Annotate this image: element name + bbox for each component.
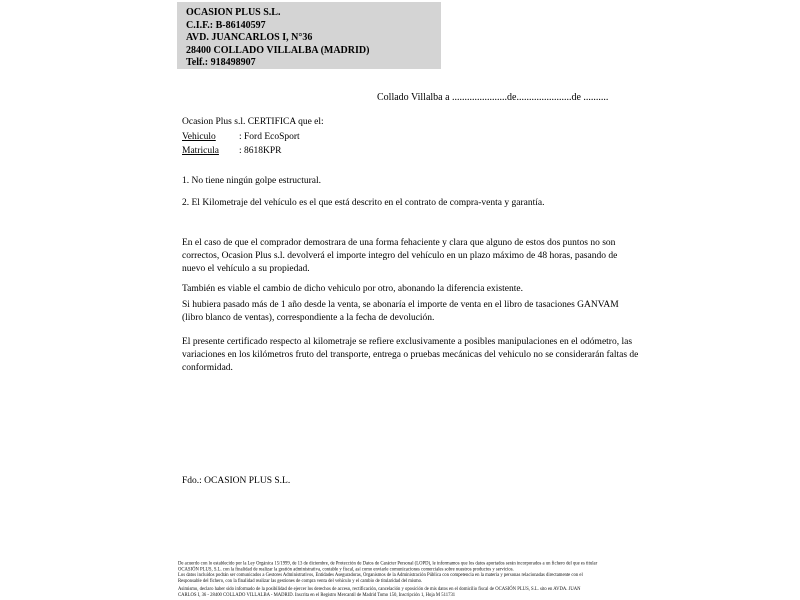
vehicle-value: : Ford EcoSport (239, 131, 300, 142)
certification-block (182, 115, 324, 159)
legal-line-2: OCASIÓN PLUS, S.L. con la finalidad de realizar la gestión administrativa, contable y fiscal, así como enviarle comunicaciones comerciales sobre nuestros productos y servicios. (178, 566, 514, 572)
company-city: 28400 COLLADO VILLALBA (MADRID) (186, 44, 370, 56)
company-name: OCASION PLUS S.L. (186, 7, 281, 18)
paragraph-refund-terms: En el caso de que el comprador demostrara de una forma fehaciente y clara que alguno de estos dos puntos no son correctos, Ocasion Plus s.l. devolverá el importe integro del vehículo en un plazo máximo de 48 horas, pasando de nuevo el vehículo a su propiedad. (182, 238, 618, 274)
plate-row (182, 144, 324, 159)
certify-intro: Ocasion Plus s.l. CERTIFICA que el: (182, 117, 324, 127)
plate-value: : 8618KPR (239, 146, 282, 156)
point-2: 2. El Kilometraje del vehículo es el que está descrito en el contrato de compra-venta y garantía. (182, 198, 545, 208)
company-header-box (177, 2, 441, 69)
certification-points (182, 175, 544, 210)
company-cif: C.I.F.: B-86140597 (186, 19, 266, 31)
date-line: Collado Villalba a ......................de......................de .......... (377, 92, 609, 103)
legal-fine-print (178, 561, 618, 600)
legal-line-4: Responsable del fichero, con la finalidad realizar las gestiones de compra venta del vehículo y el cambio de titularidad del mismo. (178, 578, 423, 584)
legal-line-5: Asimismo, declaro haber sido informado de la posibilidad de ejercer los derechos de acceso, rectificación, cancelación y oposición de mis datos en el domicilio fiscal de OCASIÓN PLUS, S.L. sito en AVDA. JUAN (178, 586, 581, 592)
vehicle-label: Vehiculo (182, 131, 216, 142)
legal-line-6: CARLOS I, 36 - 28400 COLLADO VILLALBA - MADRID. Inscrita en el Registro Mercantil de Madrid Tomo 150, Inscripción 1, Hoja M 511731 (178, 592, 456, 598)
signature-line: Fdo.: OCASION PLUS S.L. (182, 476, 291, 486)
paragraph-ganvam-valuation: Si hubiera pasado más de 1 año desde la venta, se abonaría el importe de venta en el libro de tasaciones GANVAM (libro blanco de ventas), correspondiente a la fecha de devolución. (182, 300, 619, 323)
company-address: AVD. JUANCARLOS I, N°36 (186, 32, 313, 44)
vehicle-row (182, 130, 324, 145)
company-phone: Telf.: 918498907 (186, 57, 256, 69)
point-1: 1. No tiene ningún golpe estructural. (182, 176, 322, 186)
paragraph-odometer-disclaimer: El presente certificado respecto al kilometraje se refiere exclusivamente a posibles manipulaciones en el odómetro, las variaciones en los kilómetros fruto del transporte, entrega o pruebas mecánicas del vehiculo no se considerarán faltas de conformidad. (182, 337, 639, 373)
paragraph-exchange-option: También es viable el cambio de dicho vehiculo por otro, abonando la diferencia existente. (182, 284, 523, 294)
legal-line-3: Los datos incluidos podrán ser comunicados a Gestores Administrativos, Entidades Aseguradoras, Organismos de la Administración Pública con competencia en la materia y personas relacionadas directamente con el (178, 572, 583, 578)
legal-line-1: De acuerdo con lo establecido por la Ley Orgánica 15/1999, de 13 de diciembre, de Protección de Datos de Carácter Personal (LOPD), le informamos que los datos aportados serán incorporados a un fichero del que es titular (178, 561, 598, 566)
plate-label: Matricula (182, 146, 219, 156)
